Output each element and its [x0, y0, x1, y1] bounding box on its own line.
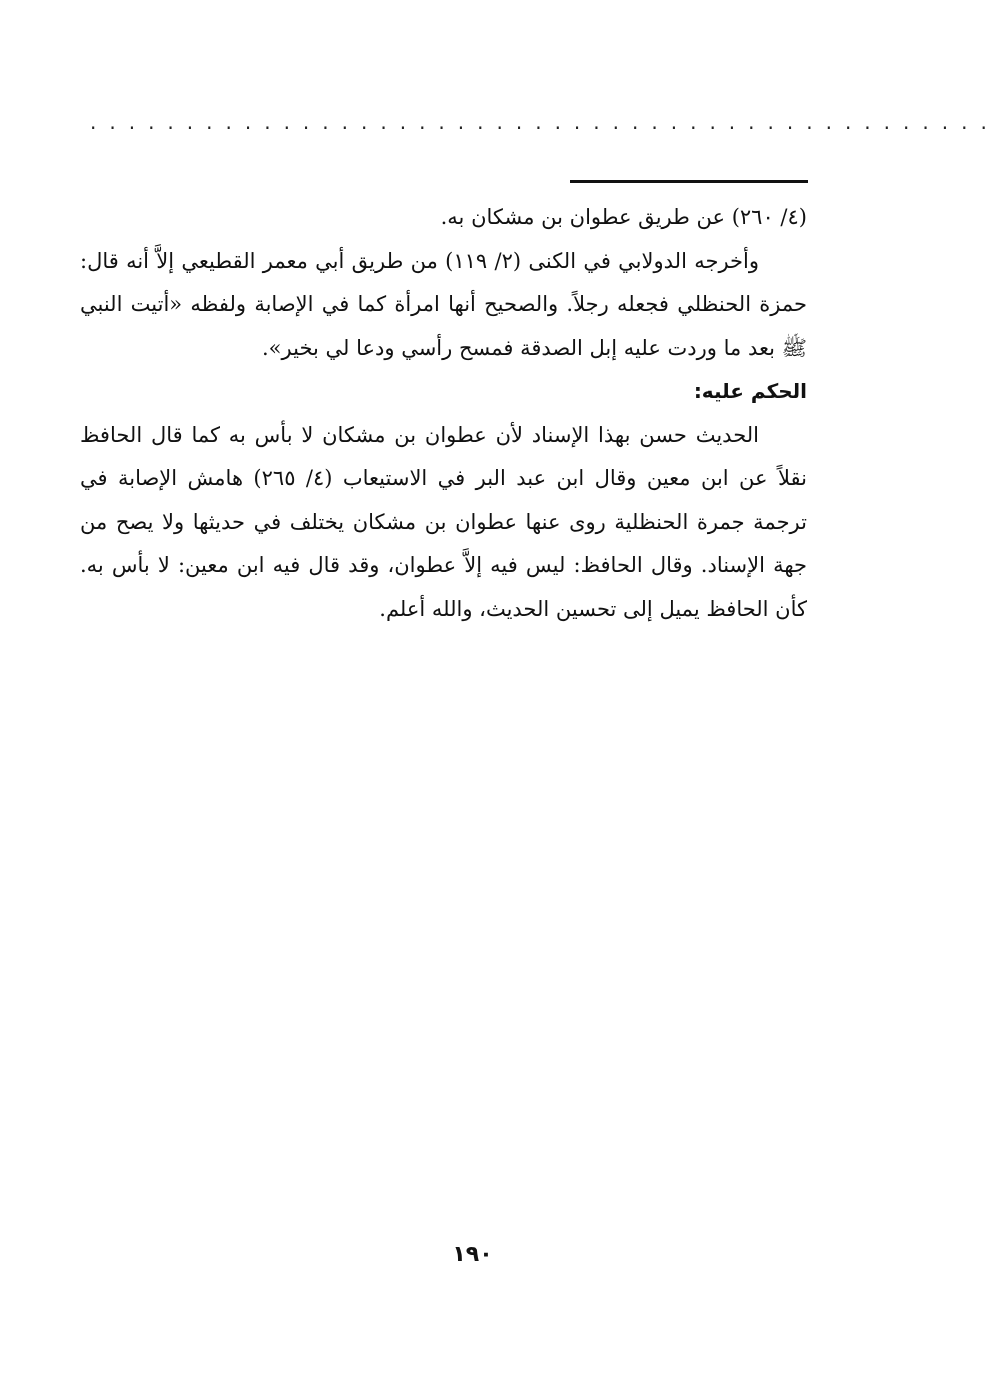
paragraph-takhrij: وأخرجه الدولابي في الكنى (٢/ ١١٩) من طريق أبي معمر القطيعي إلاَّ أنه قال: حمزة الحنظلي فجعله رجلاً. والصحيح أنها امرأة كما في الإصابة ولفظه «أتيت النبي ﷺ بعد ما وردت عليه إبل الصدقة فمسح رأسي ودعا لي بخير». — [80, 248, 807, 360]
footnote-rule — [570, 180, 808, 183]
paragraph-continuation: (٤/ ٢٦٠) عن طريق عطوان بن مشكان به. — [440, 205, 807, 229]
paragraph-ruling: الحديث حسن بهذا الإسناد لأن عطوان بن مشكان لا بأس به كما قال الحافظ نقلاً عن ابن معين وقال ابن عبد البر في الاستيعاب (٤/ ٢٦٥) هامش الإصابة في ترجمة جمرة الحنظلية روى عنها عطوان بن مشكان يختلف في حديثها ولا يصح من جهة الإسناد. وقال الحافظ: ليس فيه إلاَّ عطوان، وقد قال فيه ابن معين: لا بأس به. كأن الحافظ يميل إلى تحسين الحديث، والله أعلم. — [80, 422, 807, 621]
section-heading: الحكم عليه: — [693, 379, 807, 403]
main-text — [80, 196, 807, 631]
page-number: ١٩٠ — [452, 1242, 493, 1267]
dotted-separator: ............................................... — [90, 110, 1000, 134]
